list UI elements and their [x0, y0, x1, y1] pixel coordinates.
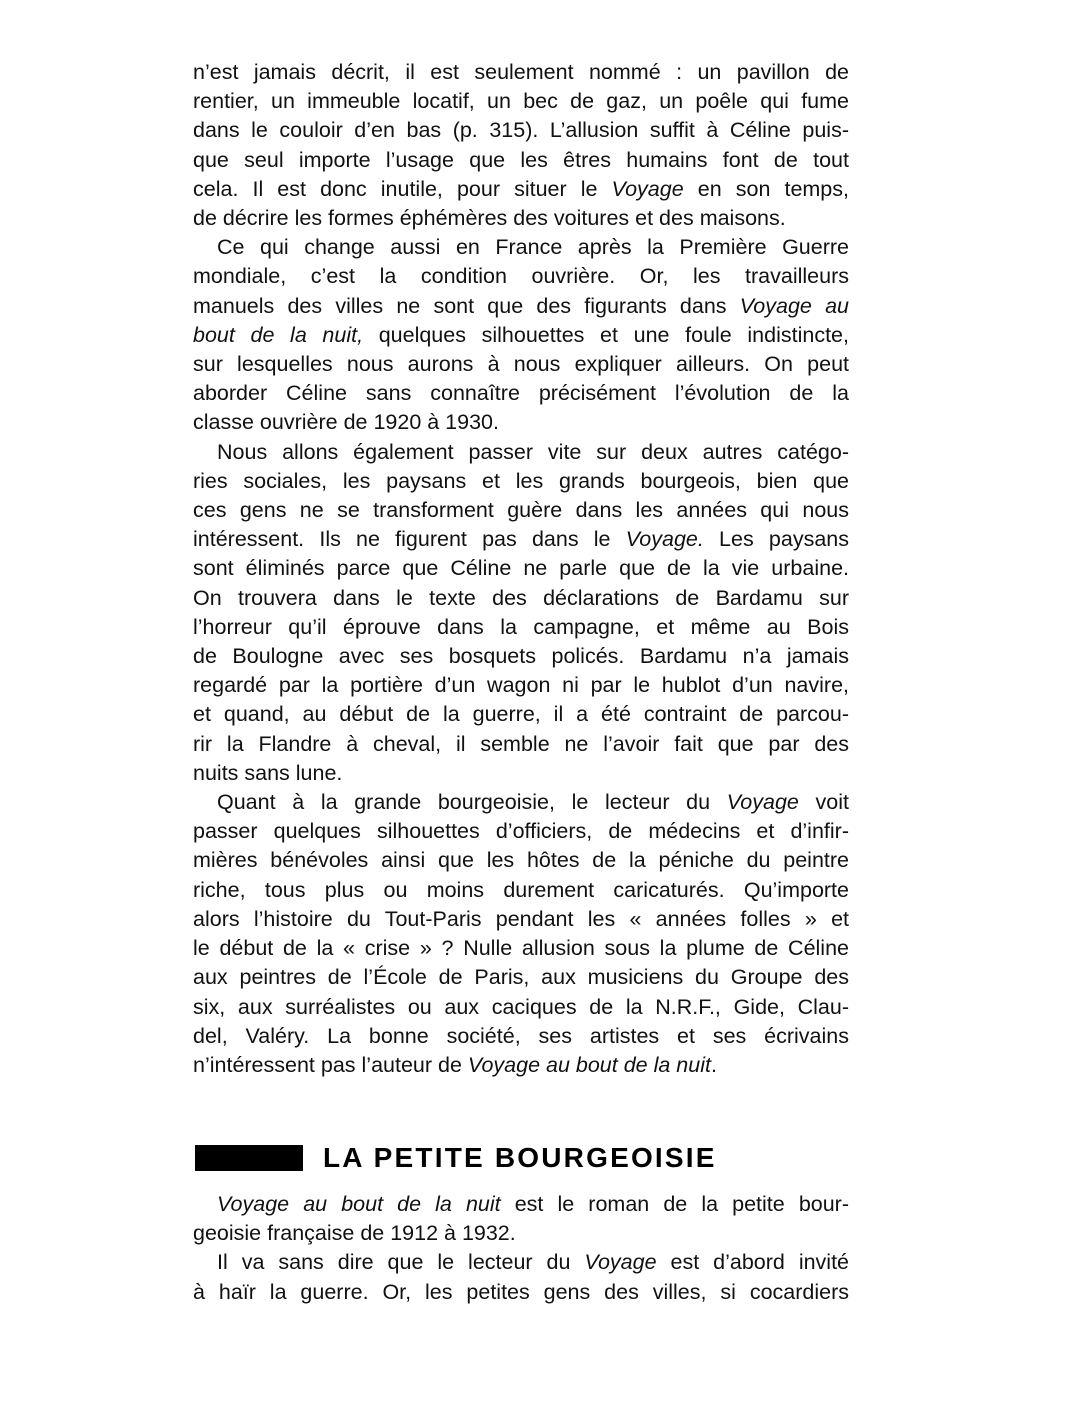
text-span: geoisie française de 1912 à 1932. [193, 1221, 516, 1246]
text-span: dans le couloir d’en bas (p. 315). L’allusion suffit à Céline puis- [193, 118, 849, 143]
text-span: de décrire les formes éphémères des voitures et des maisons. [193, 206, 786, 231]
text-line [193, 1219, 849, 1248]
text-span: n’intéressent pas l’auteur de [193, 1052, 468, 1077]
text-line [193, 1051, 849, 1080]
text-span: riche, tous plus ou moins durement caricaturés. Qu’importe [193, 877, 849, 902]
section-heading [195, 1138, 855, 1178]
text-line [193, 1278, 849, 1307]
text-span: alors l’histoire du Tout-Paris pendant les « années folles » et [193, 906, 849, 931]
paragraph [193, 1248, 849, 1306]
text-line [193, 233, 849, 262]
italic-title: Voyage. [625, 527, 704, 552]
section-title: LA PETITE BOURGEOISIE [323, 1142, 717, 1173]
text-span: nuits sans lune. [193, 760, 343, 785]
text-line [193, 759, 849, 788]
text-span: sont éliminés parce que Céline ne parle que de la vie urbaine. [193, 556, 849, 581]
text-span: Nous allons également passer vite sur deux autres catégo- [217, 439, 849, 464]
text-span: et quand, au début de la guerre, il a été contraint de parcou- [193, 702, 849, 727]
text-line [193, 146, 849, 175]
paragraph [193, 788, 849, 1080]
text-span: Il va sans dire que le lecteur du [217, 1250, 585, 1275]
paragraph [193, 233, 849, 437]
text-span: l’horreur qu’il éprouve dans la campagne, et même au Bois [193, 614, 849, 639]
text-line [193, 846, 849, 875]
text-line [193, 642, 849, 671]
text-span: intéressent. Ils ne figurent pas dans le [193, 527, 626, 552]
text-span: de Boulogne avec ses bosquets policés. Bardamu n’a jamais [193, 644, 849, 669]
text-span: ces gens ne se transforment guère dans les années qui nous [193, 498, 849, 523]
text-span: Ce qui change aussi en France après la Première Guerre [217, 235, 849, 260]
text-line [193, 292, 849, 321]
text-span: regardé par la portière d’un wagon ni par le hublot d’un navire, [193, 673, 849, 698]
text-line [193, 584, 849, 613]
text-line [193, 963, 849, 992]
text-span: voit [798, 790, 850, 815]
text-line [193, 876, 849, 905]
text-span: sur lesquelles nous aurons à nous expliquer ailleurs. On peut [193, 352, 849, 377]
text-span: passer quelques silhouettes d’officiers, de médecins et d’infir- [193, 819, 849, 844]
text-line [193, 788, 849, 817]
italic-title: Voyage [584, 1250, 657, 1275]
heading-marker-bar [195, 1145, 303, 1171]
text-span: mières bénévoles ainsi que les hôtes de la péniche du peintre [193, 848, 849, 873]
italic-title: bout de la nuit, [193, 322, 364, 347]
text-line [193, 993, 849, 1022]
text-span: en son temps, [683, 176, 849, 201]
italic-title: Voyage au bout de la nuit [217, 1192, 501, 1216]
text-span: cela. Il est donc inutile, pour situer le [193, 176, 612, 201]
text-line [193, 321, 849, 350]
text-line [193, 467, 849, 496]
text-span: mondiale, c’est la condition ouvrière. Or, les travailleurs [193, 264, 849, 289]
text-span: le début de la « crise » ? Nulle allusion sous la plume de Céline [193, 936, 849, 961]
text-line [193, 1190, 849, 1219]
text-span: aux peintres de l’École de Paris, aux musiciens du Groupe des [193, 965, 849, 990]
text-span: que seul importe l’usage que les êtres humains font de tout [193, 147, 849, 172]
text-line [193, 905, 849, 934]
text-span: Quant à la grande bourgeoisie, le lecteur du [217, 790, 727, 815]
italic-title: Voyage au bout de la nuit [467, 1052, 711, 1077]
text-line [193, 496, 849, 525]
text-line [193, 671, 849, 700]
text-line [193, 934, 849, 963]
text-line [193, 116, 849, 145]
text-span: est le roman de la petite bour- [500, 1192, 850, 1216]
text-line [193, 817, 849, 846]
text-line [193, 525, 849, 554]
text-line [193, 730, 849, 759]
text-span: ries sociales, les paysans et les grands bourgeois, bien que [193, 468, 849, 493]
text-span: . [710, 1052, 717, 1077]
paragraph [193, 58, 849, 233]
text-line [193, 700, 849, 729]
text-line [193, 175, 849, 204]
text-line [193, 58, 849, 87]
text-line [193, 87, 849, 116]
text-span: rir la Flandre à cheval, il semble ne l’avoir fait que par des [193, 731, 849, 756]
text-span: classe ouvrière de 1920 à 1930. [193, 410, 499, 435]
text-span: quelques silhouettes et une foule indistincte, [363, 322, 849, 347]
text-span: est d’abord invité [656, 1250, 850, 1275]
body-text [193, 58, 849, 1080]
text-span: rentier, un immeuble locatif, un bec de gaz, un poêle qui fume [193, 89, 849, 114]
text-span: On trouvera dans le texte des déclarations de Bardamu sur [193, 585, 849, 610]
italic-title: Voyage [726, 790, 799, 815]
text-line [193, 554, 849, 583]
italic-title: Voyage au [739, 293, 849, 318]
text-line [193, 1248, 849, 1277]
text-span: n’est jamais décrit, il est seulement nommé : un pavillon de [193, 60, 849, 84]
text-line [193, 350, 849, 379]
italic-title: Voyage [611, 176, 684, 201]
text-span: six, aux surréalistes ou aux caciques de la N.R.F., Gide, Clau- [193, 994, 849, 1019]
text-span: del, Valéry. La bonne société, ses artistes et ses écrivains [193, 1023, 849, 1048]
text-line [193, 262, 849, 291]
text-line [193, 408, 849, 437]
text-span: à haïr la guerre. Or, les petites gens des villes, si cocardiers [193, 1279, 849, 1304]
section-body-text [193, 1190, 849, 1307]
paragraph [193, 1190, 849, 1248]
text-line [193, 204, 849, 233]
text-span: aborder Céline sans connaître précisément l’évolution de la [193, 381, 849, 406]
text-span: manuels des villes ne sont que des figurants dans [193, 293, 740, 318]
text-span: Les paysans [703, 527, 849, 552]
text-line [193, 1022, 849, 1051]
text-line [193, 379, 849, 408]
text-line [193, 613, 849, 642]
paragraph [193, 438, 849, 788]
text-line [193, 438, 849, 467]
